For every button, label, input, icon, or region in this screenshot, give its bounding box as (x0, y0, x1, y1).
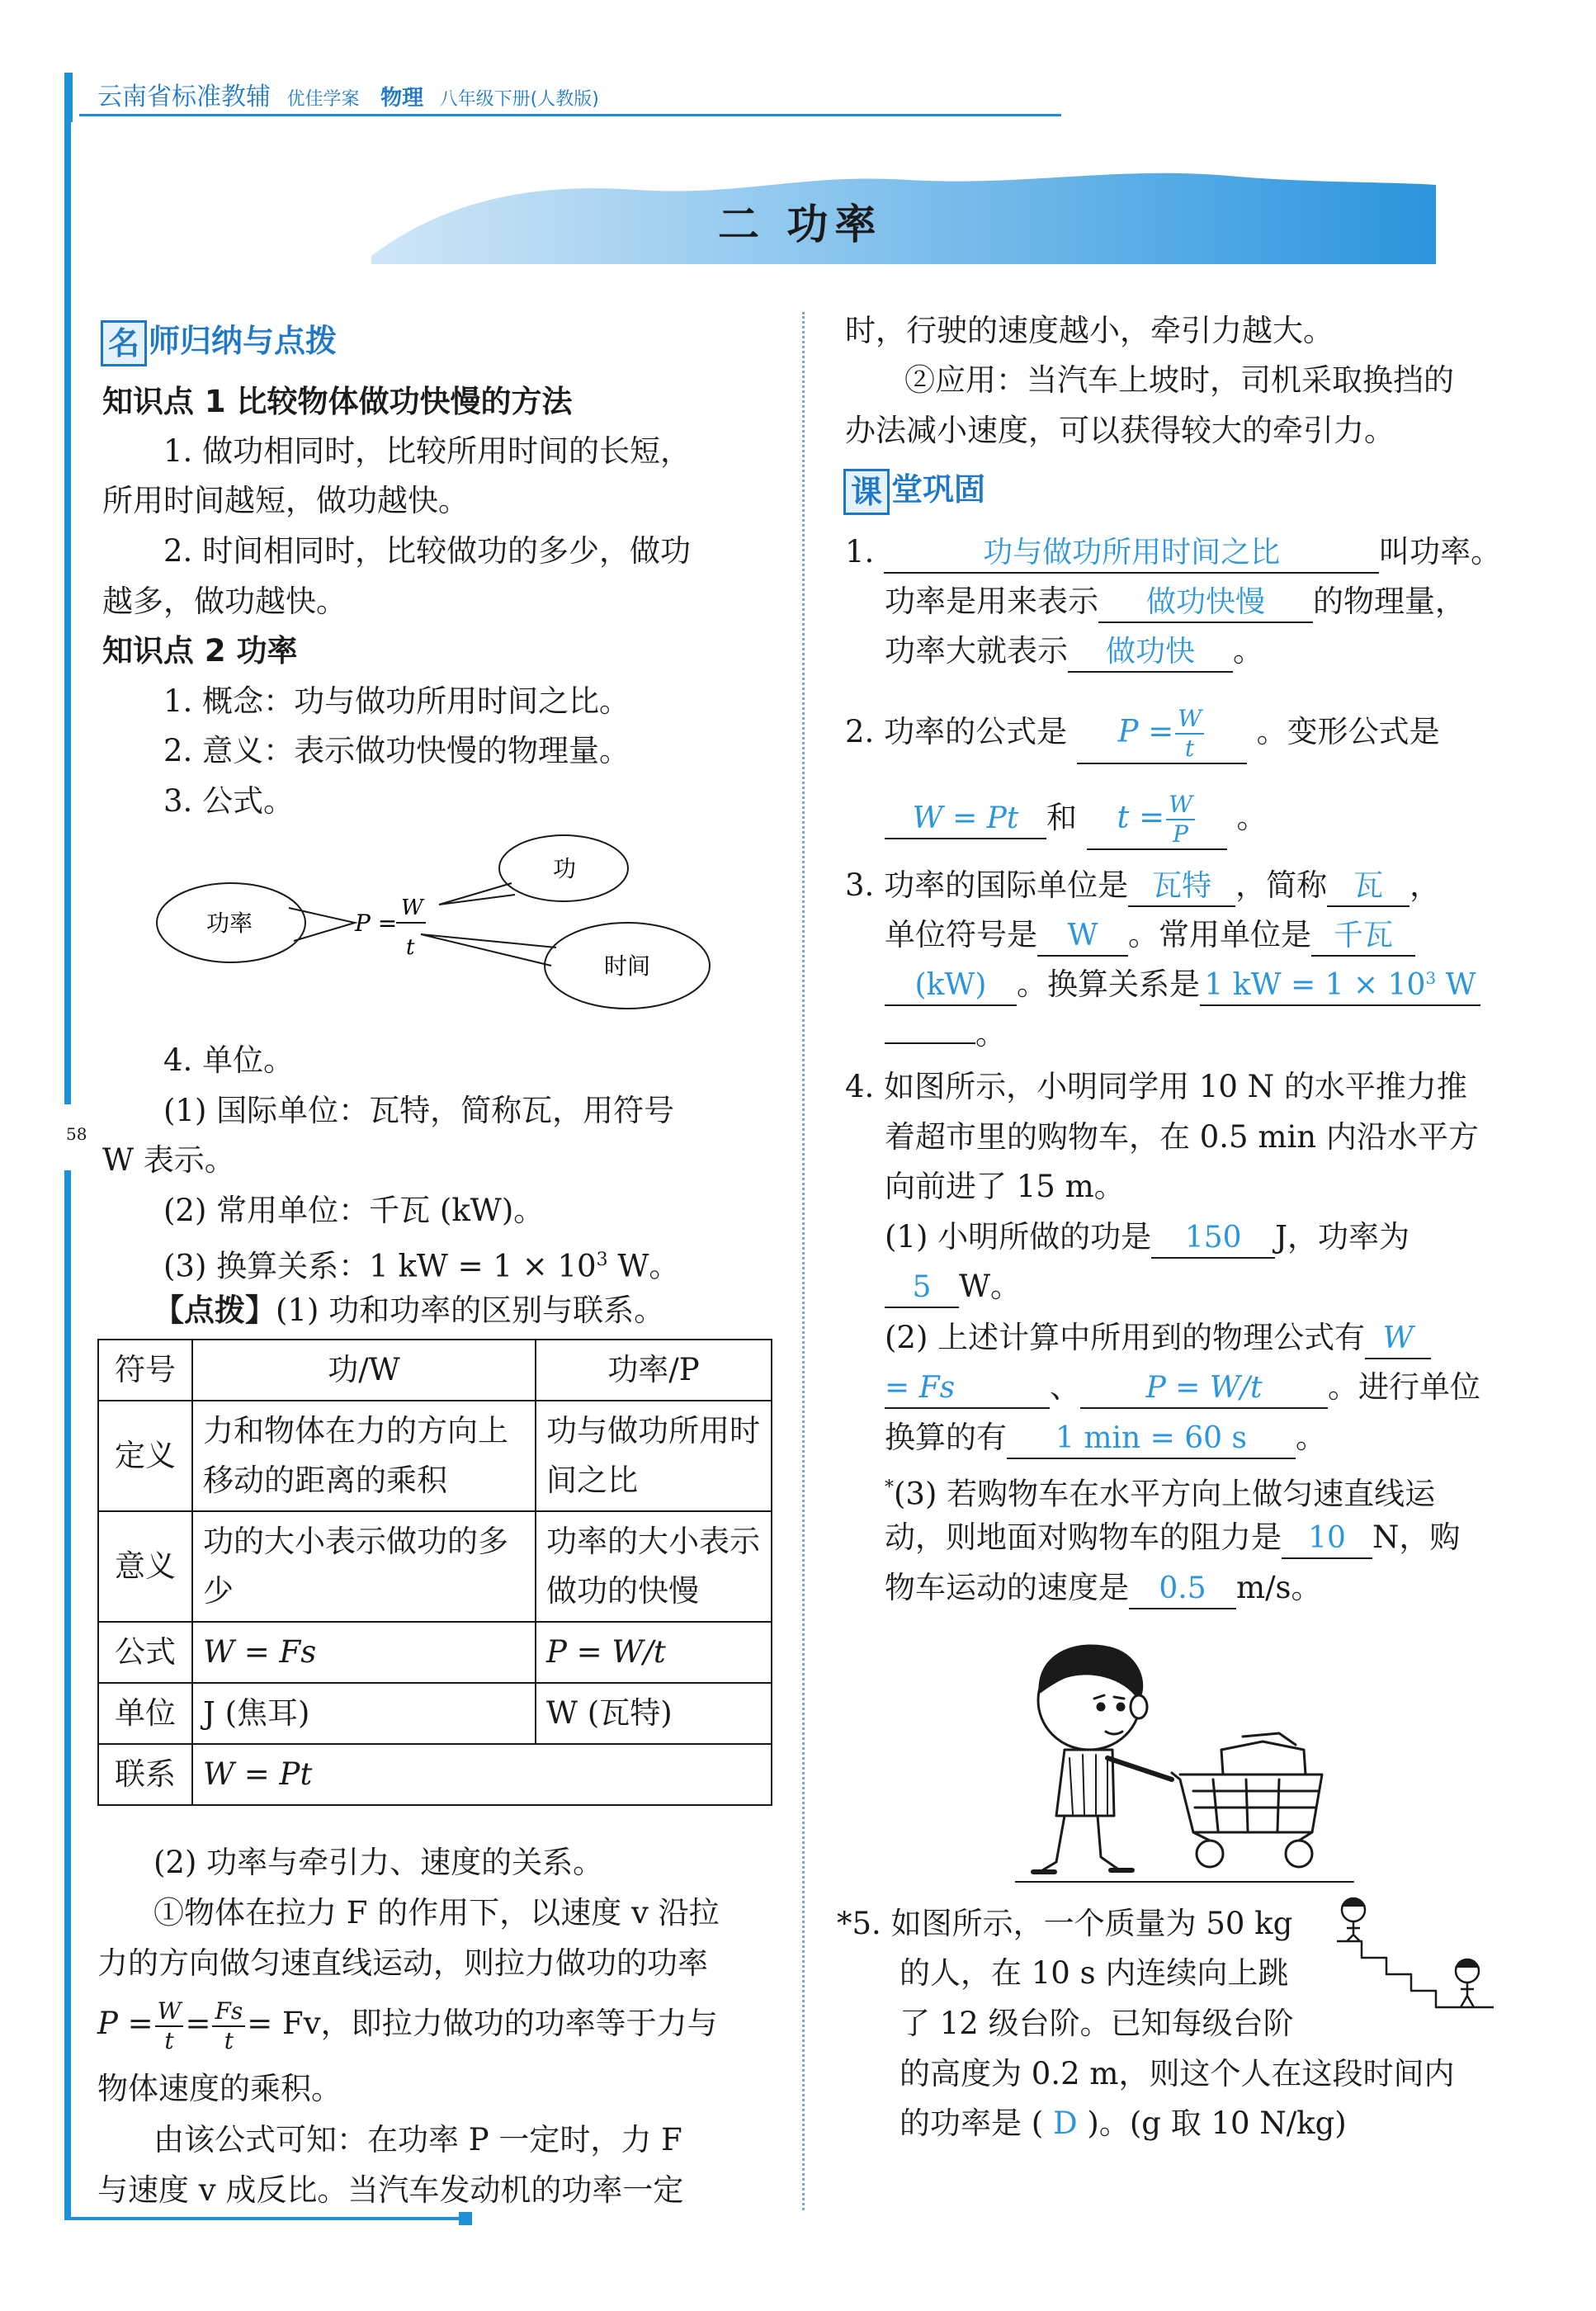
table-cell: 功率的大小表示做功的快慢 (536, 1511, 772, 1622)
q4-text: m/s。 (1236, 1570, 1322, 1605)
page-number: 58 (66, 1124, 87, 1144)
table-header-cell: 功/W (192, 1340, 536, 1401)
table-cell: W = Fs (192, 1622, 536, 1683)
q3-line2 (885, 910, 1415, 960)
q3-answer-5-unit: W (1436, 968, 1476, 1002)
q4-line1 (845, 1061, 1467, 1112)
q3-text: ， (1409, 867, 1441, 903)
q4-text: J，功率为 (1275, 1219, 1410, 1255)
fraction-den: t (164, 2026, 174, 2054)
q1-text: 的物理量， (1313, 584, 1466, 619)
q4-number: 4. (845, 1069, 875, 1104)
q4-text: 。进行单位 (1328, 1369, 1480, 1405)
table-row (98, 1401, 772, 1511)
table-header-cell: 符号 (98, 1340, 192, 1401)
q3-text: 。常用单位是 (1128, 917, 1311, 952)
q3-answer-5-cont (885, 1042, 975, 1044)
table-cell: 公式 (98, 1622, 192, 1683)
q3-text: 单位符号是 (885, 917, 1037, 952)
rel-line5: 物体速度的乘积。 (97, 2071, 342, 2106)
q1-line3 (885, 626, 1263, 676)
q5-line4: 的高度为 0.2 m，则这个人在这段时间内 (900, 2056, 1455, 2091)
kp2-line3: 3. 公式。 (163, 783, 295, 819)
kp1-line2: 所用时间越短，做功越快。 (102, 483, 469, 518)
q3-text: ，简称 (1235, 867, 1328, 903)
units-conversion-end: W。 (607, 1248, 680, 1284)
units-conversion: (3) 换算关系：1 kW = 1 × 10 (163, 1248, 597, 1284)
q4-text: (3) 若购物车在水平方向上做匀速直线运 (894, 1476, 1436, 1512)
table-cell: 单位 (98, 1683, 192, 1744)
table-cell: 定义 (98, 1401, 192, 1511)
q1-text: 功率是用来表示 (885, 584, 1098, 619)
table-cell: 力和物体在力的方向上移动的距离的乘积 (192, 1401, 536, 1511)
units-line2: (1) 国际单位：瓦特，简称瓦，用符号 (163, 1093, 675, 1128)
power-formula-diagram (149, 825, 726, 1023)
q3-answer-1: 瓦特 (1128, 867, 1235, 907)
q4-text: N，购 (1372, 1519, 1461, 1555)
subject-name: 物理 (380, 86, 424, 111)
q5-text: 的功率是 ( (900, 2105, 1044, 2141)
q2-answer-2: W = Pt (885, 800, 1046, 839)
units-line4: (2) 常用单位：千瓦 (kW)。 (163, 1193, 545, 1228)
q3-line4 (885, 1009, 1006, 1059)
cont-line1: 时，行驶的速度越小，牵引力越大。 (845, 313, 1334, 348)
table-row (98, 1622, 772, 1683)
q1-answer-3: 做功快 (1068, 633, 1233, 673)
q2-answer-1 (1077, 705, 1247, 764)
q1-text: 叫功率。 (1379, 534, 1502, 569)
units-line5 (163, 1235, 679, 1291)
fraction-num: W (1166, 791, 1195, 820)
grade-label: 八年级下册(人教版) (439, 89, 599, 110)
kp1-line4: 越多，做功越快。 (102, 584, 347, 619)
rel-formula-p: P = (97, 2006, 153, 2041)
table-cell: P = W/t (536, 1622, 772, 1683)
fraction-w-over-t (1175, 705, 1204, 763)
section-head-class (843, 464, 985, 515)
diagram-power-label: 功率 (206, 910, 253, 937)
header-rule (79, 114, 1061, 116)
kp1-line3: 2. 时间相同时，比较做功的多少，做功 (163, 533, 692, 569)
q4-answer-formula-1a: W (1365, 1320, 1431, 1359)
cont-line3: 办法减小速度，可以获得较大的牵引力。 (845, 413, 1395, 448)
table-cell: J (焦耳) (192, 1683, 536, 1744)
rel-line7: 与速度 v 成反比。当汽车发动机的功率一定 (97, 2172, 684, 2208)
q4-part3-line3 (885, 1562, 1322, 1613)
table-header-cell: 功率/P (536, 1340, 772, 1401)
series-name: 云南省标准教辅 (97, 83, 271, 111)
boy-pushing-cart-illustration (1015, 1634, 1362, 1898)
q3-text: 。换算关系是 (1017, 966, 1200, 1002)
q3-number: 3. (845, 867, 875, 903)
q3-answer-4: 千瓦 (1311, 917, 1415, 957)
header-accent-bar (64, 73, 73, 122)
q1-line2 (885, 576, 1466, 626)
running-header (97, 76, 599, 112)
q1-text: 功率大就表示 (885, 633, 1068, 669)
q3-text: 。 (975, 1016, 1006, 1052)
fraction-den: t (224, 2026, 234, 2054)
stairs-jumping-illustration (1329, 1892, 1502, 2016)
q4-answer-formula-2: P = W/t (1080, 1369, 1328, 1409)
units-line1: 4. 单位。 (163, 1042, 295, 1078)
diagram-work-label: 功 (553, 855, 577, 882)
fraction-num: W (155, 1997, 184, 2027)
q4-text: (1) 小明所做的功是 (885, 1219, 1152, 1255)
section-head-box: 名 (101, 320, 147, 366)
fraction-fs-over-t (212, 1997, 245, 2055)
q5-text: 如图所示，一个质量为 50 kg (890, 1906, 1293, 1941)
fraction-num: Fs (212, 1997, 245, 2027)
fraction-w-over-p (1166, 791, 1195, 848)
q1-answer-2: 做功快慢 (1098, 584, 1313, 623)
rel-formula-line (97, 1991, 718, 2057)
fraction-num: W (1175, 705, 1204, 735)
column-divider (802, 312, 805, 2210)
q3-answer-5-main: 1 kW = 1 × 10 (1204, 968, 1426, 1002)
diagram-formula-t: t (406, 935, 415, 960)
table-row (98, 1683, 772, 1744)
q5-line3: 了 12 级台阶。已知每级台阶 (900, 2006, 1294, 2041)
kp2-line1: 1. 概念：功与做功所用时间之比。 (163, 683, 630, 719)
q4-line2: 着超市里的购物车，在 0.5 min 内沿水平方 (885, 1119, 1479, 1155)
q4-part2-line3 (885, 1412, 1326, 1463)
tip-label: 【点拨】 (153, 1293, 276, 1328)
section-head-rest: 师归纳与点拨 (149, 323, 338, 359)
section-head-rest: 堂巩固 (891, 471, 986, 508)
fraction-den: t (1185, 734, 1195, 762)
kp2-title: 知识点 2 功率 (102, 633, 298, 669)
diagram-time-label: 时间 (604, 952, 651, 980)
tip-line (153, 1285, 664, 1335)
q4-answer-conversion: 1 min = 60 s (1007, 1420, 1296, 1459)
q3-answer-4-unit: (kW) (885, 966, 1017, 1006)
section-head-box: 课 (843, 469, 890, 515)
table-cell: W = Pt (192, 1744, 772, 1805)
q2-number: 2. (845, 714, 875, 749)
table-cell: 功与做功所用时间之比 (536, 1401, 772, 1511)
q3-line3 (885, 959, 1480, 1009)
table-cell: 意义 (98, 1511, 192, 1622)
q4-text: W。 (959, 1269, 1022, 1304)
rel-formula-rest: = Fv，即拉力做功的功率等于力与 (247, 2006, 718, 2041)
diagram-formula-w: W (401, 896, 423, 920)
q4-answer-work: 150 (1151, 1219, 1275, 1259)
q3-text: 功率的国际单位是 (884, 867, 1129, 903)
fraction-w-over-t (155, 1997, 184, 2055)
q2-text: 。变形公式是 (1256, 714, 1440, 749)
fraction-den: P (1173, 820, 1188, 848)
q4-text: 换算的有 (885, 1420, 1007, 1455)
margin-rule (64, 122, 71, 1104)
rel-line6: 由该公式可知：在功率 P 一定时，力 F (153, 2122, 682, 2157)
units-exponent: 3 (596, 1250, 608, 1270)
q4-part3-line1 (885, 1463, 1435, 1519)
work-power-table (97, 1339, 772, 1806)
q2-text: 。 (1236, 800, 1268, 835)
units-line3: W 表示。 (102, 1142, 235, 1178)
q4-part3-line2 (885, 1512, 1460, 1562)
q5-line5 (900, 2098, 1347, 2148)
q5-line2: 的人，在 10 s 内连续向上跳 (900, 1955, 1289, 1991)
q2-answer-3 (1087, 791, 1227, 850)
q4-text: 物车运动的速度是 (885, 1570, 1129, 1605)
rel-line1: (2) 功率与牵引力、速度的关系。 (153, 1845, 604, 1880)
q3-answer-2: 瓦 (1327, 867, 1409, 907)
optional-star: * (885, 1477, 894, 1498)
q4-text: 。 (1296, 1420, 1326, 1455)
kp2-line2: 2. 意义：表示做功快慢的物理量。 (163, 733, 630, 768)
q3-answer-3: W (1037, 917, 1128, 957)
table-cell: 功的大小表示做功的多少 (192, 1511, 536, 1622)
q4-part1-line2 (885, 1261, 1021, 1311)
q2-line1 (845, 695, 1440, 769)
book-name: 优佳学案 (286, 89, 360, 110)
kp1-line1: 1. 做功相同时，比较所用时间的长短， (163, 433, 692, 469)
q4-line3: 向前进了 15 m。 (885, 1169, 1125, 1204)
q4-part2-line2 (885, 1362, 1480, 1412)
table-cell: W (瓦特) (536, 1683, 772, 1744)
q4-part1-line1 (885, 1212, 1409, 1262)
q4-answer-speed: 0.5 (1129, 1570, 1236, 1609)
q2-line2 (885, 781, 1268, 855)
table-row (98, 1511, 772, 1622)
rel-line3: 力的方向做匀速直线运动，则拉力做功的功率 (97, 1945, 708, 1981)
q1-line1 (845, 527, 1501, 577)
rel-line2: ①物体在拉力 F 的作用下，以速度 v 沿拉 (153, 1895, 720, 1931)
q4-text: 动，则地面对购物车的阻力是 (885, 1519, 1282, 1555)
q2-answer-3-t: t = (1117, 799, 1165, 834)
q2-answer-1-p: P = (1117, 713, 1174, 749)
q5-text: )。(g 取 10 N/kg) (1087, 2105, 1347, 2141)
q3-answer-5 (1200, 959, 1480, 1006)
page-title: 二 功率 (718, 201, 883, 248)
tip-text: (1) 功和功率的区别与联系。 (276, 1293, 665, 1328)
q4-text: (2) 上述计算中所用到的物理公式有 (885, 1320, 1366, 1355)
q3-answer-5-exp: 3 (1425, 968, 1437, 988)
kp1-title: 知识点 1 比较物体做功快慢的方法 (102, 384, 573, 419)
q1-text: 。 (1233, 633, 1263, 669)
table-row (98, 1340, 772, 1401)
q1-number: 1. (845, 534, 875, 569)
q3-line1 (845, 860, 1440, 910)
q4-part2-line1 (885, 1312, 1431, 1363)
rel-formula-eq: = (185, 2006, 211, 2041)
section-head-teacher (101, 315, 337, 366)
q5-number: *5. (837, 1906, 881, 1941)
table-cell: 联系 (98, 1744, 192, 1805)
q4-answer-formula-1b: = Fs (885, 1369, 1050, 1409)
q4-text: 如图所示，小明同学用 10 N 的水平推力推 (884, 1069, 1467, 1104)
footer-rule (64, 2217, 469, 2220)
q4-answer-friction: 10 (1282, 1519, 1372, 1559)
cont-line2: ②应用：当汽车上坡时，司机采取换挡的 (904, 362, 1454, 398)
q4-answer-power: 5 (885, 1269, 959, 1308)
q2-text: 和 (1046, 800, 1077, 835)
diagram-formula-p: P = (355, 910, 398, 937)
margin-rule-lower (64, 1170, 71, 2219)
q2-text: 功率的公式是 (884, 714, 1068, 749)
q1-answer-1: 功与做功所用时间之比 (884, 534, 1379, 574)
q4-text: 、 (1050, 1369, 1080, 1405)
table-row (98, 1744, 772, 1805)
title-banner (371, 157, 1436, 264)
q5-line1 (837, 1898, 1292, 1949)
q5-answer: D (1052, 2105, 1078, 2141)
